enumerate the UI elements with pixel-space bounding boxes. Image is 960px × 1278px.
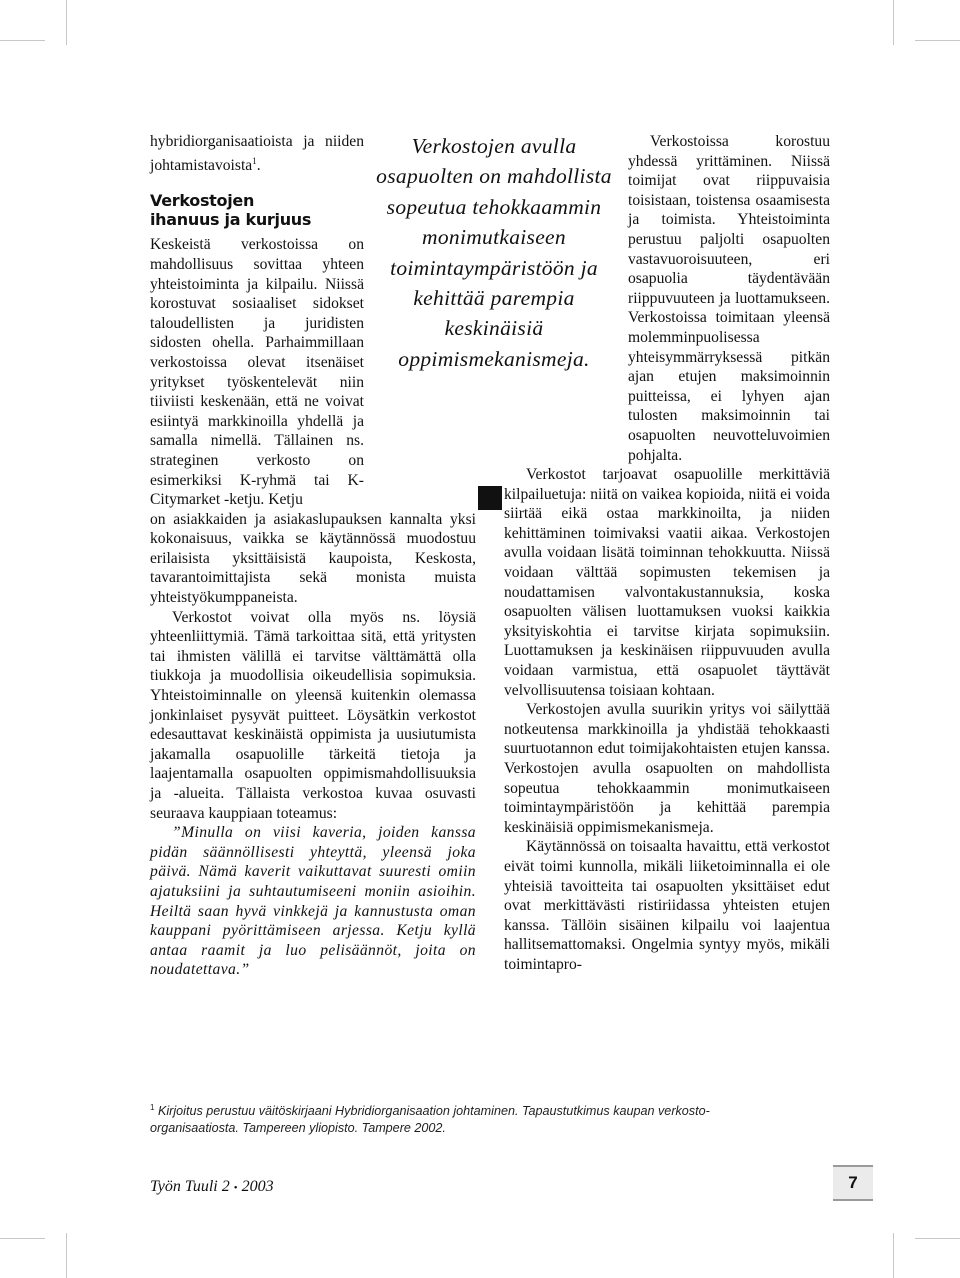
footnote: $^1$ Kirjoitus perustuu väitöskirjaani Hybridiorganisaation johtaminen. Tapaustutkimus kaupan verkosto- organisaatiosta. Tampereen yliopisto. Tampere 2002. — [150, 1103, 710, 1135]
crop-mark — [915, 1238, 960, 1239]
pull-quote: Verkostojen avulla osapuolten on mahdollista sopeutua tehokkaammin monimutkaiseen toimintaympäristöön ja kehittää parempia keskinäisiä oppimismekanismeja. — [376, 134, 612, 371]
decorative-square — [478, 486, 502, 510]
crop-mark — [915, 40, 960, 41]
right-paragraph-4: Käytännössä on toisaalta havaittu, että verkostot eivät toimi kunnolla, mikäli liiketoiminnalla ei ole yhteisiä tavoitteita tai osapuolten yksittäiset edut ovat merkittävästi ristiriidassa yhteisten etujen kanssa. Tällöin sisäinen kilpailu voi laajentua hallitsemattomaksi. Ongelmia syntyy myös, mikäli toimintapro- — [504, 838, 830, 973]
right-column — [504, 132, 830, 975]
left-paragraph-1: Keskeistä verkostoissa on mahdollisuus sovittaa yhteen yhteistoiminta ja kilpailu. Niissä korostuvat sosiaaliset sidokset taloudellisten ja juridisten sidosten ohella. Parhaimmillaan verkostoissa olevat itsenäiset yritykset työskentelevät niin tiiviisti keskenään, että ne voivat esiintyä markkinoilla yhdellä ja samalla nimellä. Tällainen ns. strateginen verkosto on esimerkiksi K-ryhmä tai K-Citymarket -ketju. Ketju on asiakkaiden ja asiakaslupauksen kannalta yksi kokonaisuus, vaikka se käytännössä muodostuu erilaisista yksittäisistä kaupoista, Keskosta, tavarantoimittajista sekä monista muista yhteistyökumppaneista. — [150, 236, 476, 607]
section-heading: Verkostojen ihanuus ja kurjuus — [150, 191, 312, 230]
left-paragraph-2: Verkostot voivat olla myös ns. löysiä yhteenliittymiä. Tämä tarkoittaa sitä, että yritysten tai ihmisten välillä ei tarvitse välttämättä olla tiukkoja ja muodollisia oikeudellisia sopimuksia. Yhteistoiminnalle on yleensä kuitenkin olemassa jonkinlaiset pysyvät puitteet. Löysätkin verkostot edesauttavat keskinäistä oppimista ja uusiutumista jakamalla osapuolille tärkeitä tietoja ja laajentamalla osapuolten oppimismahdollisuuksia ja -alueita. Tällaista verkostoa kuvaa osuvasti seuraava kauppiaan toteamus: — [150, 608, 476, 822]
crop-mark — [893, 1233, 894, 1278]
crop-mark — [893, 0, 894, 45]
crop-mark — [0, 40, 45, 41]
crop-mark — [66, 0, 67, 45]
crop-mark — [0, 1238, 45, 1239]
right-paragraph-1: Verkostoissa korostuu yhdessä yrittäminen. Niissä toimijat ovat riippuvaisia toisistaan, toistensa osaamisesta ja toimista. Yhteistoiminta perustuu paljolti osapuolten vastavuoroisuuteen, eri osapuolia täydentävään riippuvuuteen ja luottamukseen. Verkostoissa toimitaan yleensä molemminpuolisessa yhteisymmärryksessä pitkän ajan etujen maksimoinnin puitteissa, ei lyhyen ajan tulosten maksimoinnin tai osapuolten neuvotteluvoimien pohjalta. — [628, 133, 830, 464]
right-paragraph-2: Verkostot tarjoavat osapuolille merkittäviä kilpailuetuja: niitä on vaikea kopioida, niitä ei voida siirtää eikä ostaa markkinoilta, ja niiden kehittäminen toimivaksi vaatii aikaa. Verkostojen avulla voidaan lisätä toiminnan tehokkuutta. Niissä voidaan välttää sopimusten tekemisen ja noudattamisen valvontakustannuksia, koska osapuolten välisen luottamuksen vuoksi kaikkia yksityiskohtia ei tarvitse kirjata sopimuksiin. Luottamuksen ja keskinäisen riippuvuuden avulla voidaan varmistua, että osapuolet täyttävät velvollisuutensa toisiaan kohtaan. — [504, 466, 830, 699]
right-paragraph-3: Verkostojen avulla suurikin yritys voi säilyttää notkeutensa markkinoilla ja yhdistää tehokkaasti suurtuotannon edut toimijakohtaisten etujen kanssa. Verkostojen avulla osapuolten on mahdollista sopeutua tehokkaammin monimutkaiseen toimintaympäristöön ja kehittää parempia keskinäisiä oppimismekanismeja. — [504, 701, 830, 836]
journal-footer: Työn Tuuli 2 • 2003 — [150, 1178, 274, 1195]
crop-mark — [66, 1233, 67, 1278]
page-number: 7 — [833, 1165, 873, 1201]
intro-paragraph: hybridiorganisaatioista ja niiden johtamistavoista$^1$. — [150, 133, 364, 174]
merchant-quote: ”Minulla on viisi kaveria, joiden kanssa pidän säännöllisesti yhteyttä, yleensä joka päivä. Nämä kaverit vaikuttavat suuresti omiin ajatuksiini ja suhtautumiseeni moniin asioihin. Heiltä saan hyvä vinkkejä ja kannustusta oman kauppani pyörittämiseen arjessa. Ketju kyllä antaa raamit ja luo pelisäännöt, joita on noudatettava.” — [150, 824, 476, 979]
